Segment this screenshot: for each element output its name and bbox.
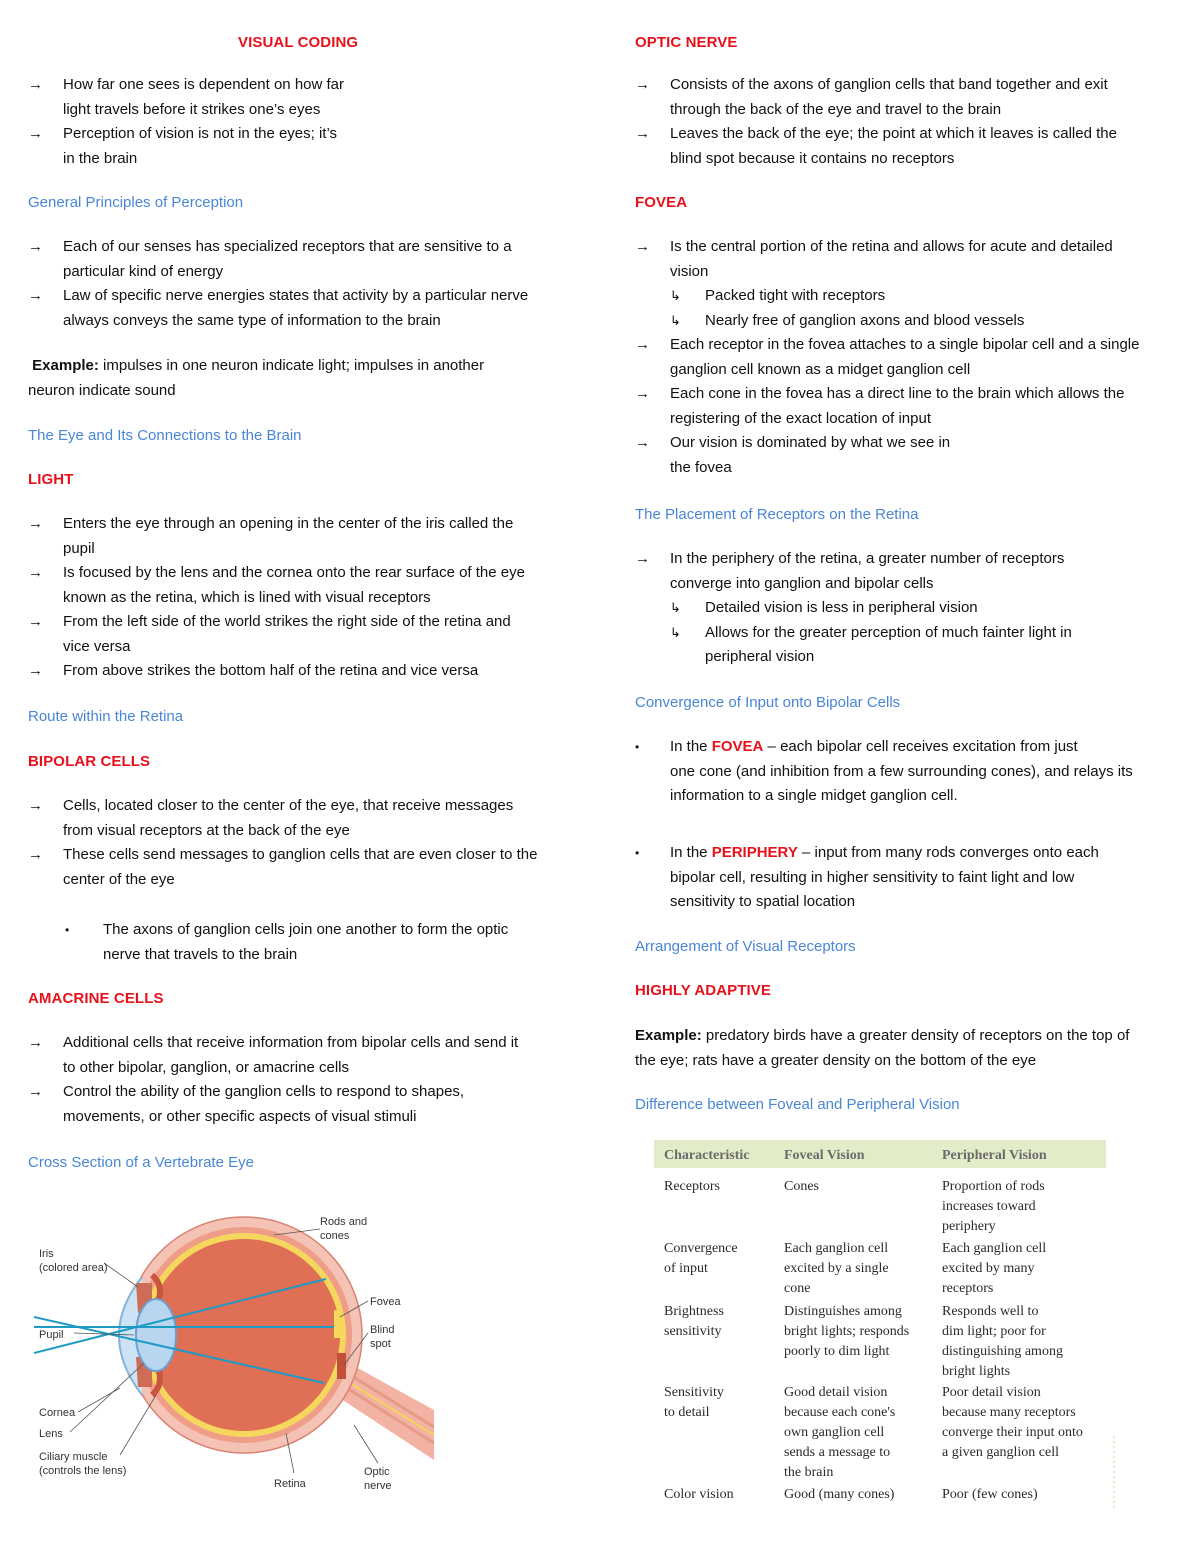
convergence-fovea	[635, 735, 1133, 809]
table-header	[664, 1148, 1047, 1163]
list-item: → Is focused by the lens and the cornea onto the rear surface of the eye known as the retina, which is lined with visual receptors	[28, 561, 525, 610]
label-ciliary-sub: (controls the lens)	[39, 1465, 127, 1477]
table-cell-line: Cones	[784, 1179, 819, 1194]
label-iris: Iris	[39, 1248, 54, 1260]
label-rods: Rods and	[320, 1216, 368, 1228]
eye-cross-section-diagram	[34, 1205, 434, 1505]
table-cell-line: Sensitivity	[664, 1385, 724, 1400]
list-item: → Consists of the axons of ganglion cells that band together and exit through the back of the eye and travel to the brain	[635, 73, 1117, 122]
list-item: → Law of specific nerve energies states that activity by a particular nerve always conveys the same type of information to the brain	[28, 284, 528, 333]
arrow-icon: →	[28, 1083, 43, 1100]
label-fovea: Fovea	[370, 1296, 401, 1308]
arrow-icon: →	[28, 515, 43, 532]
fovea-pit	[334, 1310, 342, 1338]
sub-arrow-icon: ↳	[670, 288, 681, 303]
arrow-icon: →	[635, 336, 650, 353]
list-item: → How far one sees is dependent on how far light travels before it strikes one’s eyes	[28, 73, 344, 122]
table-cell-line: excited by a single	[784, 1261, 889, 1276]
label-iris-sub: (colored area)	[39, 1262, 108, 1274]
table-cell-line: Distinguishes among	[784, 1304, 902, 1319]
table-cell-line: cone	[784, 1281, 811, 1296]
table-row	[664, 1487, 1038, 1502]
fovea-title: FOVEA	[635, 194, 688, 211]
list-item: → These cells send messages to ganglion cells that are even closer to the center of the eye	[28, 843, 537, 892]
difference-heading: Difference between Foveal and Peripheral Vision	[635, 1096, 960, 1113]
table-cell-line: Poor detail vision	[942, 1385, 1041, 1400]
table-cell-line: converge their input onto	[942, 1425, 1083, 1440]
table-cell-line: because many receptors	[942, 1405, 1076, 1420]
list-item: • The axons of ganglion cells join one another to form the optic nerve that travels to the brain	[28, 918, 508, 967]
table-cell-line: distinguishing among	[942, 1344, 1063, 1359]
table-cell-line: Proportion of rods	[942, 1179, 1045, 1194]
table-cell-line: Responds well to	[942, 1304, 1039, 1319]
sub-arrow-icon: ↳	[670, 312, 681, 328]
list-item: → Each receptor in the fovea attaches to a single bipolar cell and a single ganglion cell known as a midget ganglion cell	[635, 333, 1139, 382]
list-item: → Each of our senses has specialized receptors that are sensitive to a particular kind of energy	[28, 235, 528, 284]
table-row	[664, 1304, 1063, 1379]
table-cell-line: dim light; poor for	[942, 1324, 1046, 1339]
table-row	[664, 1385, 1083, 1480]
label-pupil: Pupil	[39, 1329, 64, 1341]
table-cell-line: sensitivity	[664, 1324, 722, 1339]
table-cell-line: a given ganglion cell	[942, 1445, 1060, 1460]
arrow-icon: →	[635, 238, 650, 255]
table-cell-line: periphery	[942, 1219, 996, 1234]
table-cell-line: to detail	[664, 1405, 710, 1420]
general-list	[28, 235, 528, 333]
table-row	[664, 1241, 1046, 1296]
list-item: • In the FOVEA – each bipolar cell receives excitation from just one cone (and inhibition from a few surrounding cones), and relays its information to a single midget ganglion cell.	[635, 735, 1133, 809]
table-cell-line: bright lights	[942, 1364, 1011, 1379]
table-cell-line: sends a message to	[784, 1445, 891, 1460]
table-cell-line: of input	[664, 1261, 708, 1276]
list-item: → From the left side of the world strikes the right side of the retina and vice versa	[28, 610, 525, 659]
table-cell-line: excited by many	[942, 1261, 1035, 1276]
route-heading: Route within the Retina	[28, 708, 184, 725]
visual-coding-title: VISUAL CODING	[238, 34, 359, 51]
table-cell-line: receptors	[942, 1281, 994, 1296]
placement-list	[635, 547, 1072, 670]
placement-heading: The Placement of Receptors on the Retina	[635, 506, 919, 523]
arrow-icon: →	[28, 1034, 43, 1051]
list-item: → Enters the eye through an opening in the center of the iris called the pupil	[28, 512, 525, 561]
optic-list	[635, 73, 1117, 171]
list-item: → In the periphery of the retina, a greater number of receptors converge into ganglion and bipolar cells	[635, 547, 1072, 596]
sub-list-item: ↳ Detailed vision is less in peripheral vision	[635, 596, 1072, 621]
list-item: → Our vision is dominated by what we see in the fovea	[635, 431, 1139, 480]
label-rods-sub: cones	[320, 1230, 350, 1242]
sub-list-item: ↳ Packed tight with receptors	[635, 284, 1139, 309]
arrow-icon: →	[28, 125, 43, 142]
label-blind: Blind	[370, 1324, 395, 1336]
example-paragraph: Example: impulses in one neuron indicate light; impulses in another neuron indicate sound	[28, 357, 485, 399]
table-body	[664, 1179, 1083, 1502]
bullet-dot-icon: •	[65, 923, 70, 937]
arrow-icon: →	[28, 238, 43, 255]
light-list	[28, 512, 525, 684]
table-cell-line: Each ganglion cell	[784, 1241, 889, 1256]
arrow-icon: →	[635, 550, 650, 567]
table-cell-line: Receptors	[664, 1179, 720, 1194]
table-cell-line: the brain	[784, 1465, 834, 1480]
arrow-icon: →	[28, 662, 43, 679]
arrow-icon: →	[28, 564, 43, 581]
table-cell-line: bright lights; responds	[784, 1324, 910, 1339]
table-cell-line: poorly to dim light	[784, 1344, 890, 1359]
list-item: → Perception of vision is not in the eyes; it’s in the brain	[28, 122, 344, 171]
convergence-periphery	[635, 841, 1099, 915]
general-principles-heading: General Principles of Perception	[28, 194, 244, 211]
arrow-icon: →	[28, 76, 43, 93]
label-retina: Retina	[274, 1478, 306, 1490]
header-foveal: Foveal Vision	[784, 1148, 865, 1163]
table-cell-line: Brightness	[664, 1304, 724, 1319]
table-cell-line: Convergence	[664, 1241, 738, 1256]
light-title: LIGHT	[28, 471, 74, 488]
arrow-icon: →	[28, 613, 43, 630]
eye-connections-heading: The Eye and Its Connections to the Brain	[28, 427, 302, 444]
arrow-icon: →	[635, 125, 650, 142]
convergence-heading: Convergence of Input onto Bipolar Cells	[635, 694, 901, 711]
label-blind-sub: spot	[370, 1338, 391, 1350]
header-peripheral: Peripheral Vision	[942, 1148, 1047, 1163]
bipolar-dot-list	[28, 918, 508, 967]
arrow-icon: →	[635, 385, 650, 402]
amacrine-title: AMACRINE CELLS	[28, 990, 164, 1007]
arrow-icon: →	[28, 287, 43, 304]
fovea-list	[635, 235, 1139, 480]
sub-list-item: ↳ Allows for the greater perception of much fainter light in peripheral vision	[635, 621, 1072, 670]
blind-spot-shape	[337, 1353, 346, 1379]
table-cell-line: Poor (few cones)	[942, 1487, 1038, 1502]
label-cornea: Cornea	[39, 1407, 76, 1419]
sub-list-item: ↳ Nearly free of ganglion axons and blood vessels	[635, 309, 1139, 334]
optic-nerve-title: OPTIC NERVE	[635, 34, 738, 51]
intro-list	[28, 73, 344, 171]
sub-arrow-icon: ↳	[670, 624, 681, 640]
cross-section-heading: Cross Section of a Vertebrate Eye	[28, 1154, 254, 1171]
label-optic: Optic	[364, 1466, 390, 1478]
table-cell-line: because each cone's	[784, 1405, 896, 1420]
highly-adaptive-title: HIGHLY ADAPTIVE	[635, 982, 771, 999]
table-cell-line: Color vision	[664, 1487, 734, 1502]
bullet-dot-icon: •	[635, 846, 640, 860]
arrow-icon: →	[635, 434, 650, 451]
list-item: → Cells, located closer to the center of the eye, that receive messages from visual receptors at the back of the eye	[28, 794, 537, 843]
list-item: → Leaves the back of the eye; the point at which it leaves is called the blind spot because it contains no receptors	[635, 122, 1117, 171]
table-cell-line: own ganglion cell	[784, 1425, 885, 1440]
arrangement-heading: Arrangement of Visual Receptors	[635, 938, 856, 955]
arrow-icon: →	[635, 76, 650, 93]
list-item: • In the PERIPHERY – input from many rods converges onto each bipolar cell, resulting in higher sensitivity to faint light and low sensitivity to spatial location	[635, 841, 1099, 915]
table-cell-line: Each ganglion cell	[942, 1241, 1047, 1256]
bullet-dot-icon: •	[635, 740, 640, 754]
lens-shape	[136, 1299, 176, 1371]
label-optic-sub: nerve	[364, 1480, 392, 1492]
table-cell-line: Good detail vision	[784, 1385, 888, 1400]
bipolar-list	[28, 794, 537, 892]
list-item: → Each cone in the fovea has a direct line to the brain which allows the registering of the exact location of input	[635, 382, 1139, 431]
list-item: → Is the central portion of the retina and allows for acute and detailed vision	[635, 235, 1139, 284]
list-item: → Control the ability of the ganglion cells to respond to shapes, movements, or other specific aspects of visual stimuli	[28, 1080, 518, 1129]
bipolar-title: BIPOLAR CELLS	[28, 753, 151, 770]
example-paragraph-2: Example: predatory birds have a greater density of receptors on the top of the eye; rats have a greater density on the bottom of the eye	[635, 1027, 1130, 1069]
label-lens: Lens	[39, 1428, 63, 1440]
arrow-icon: →	[28, 846, 43, 863]
header-characteristic: Characteristic	[664, 1148, 750, 1163]
table-row	[664, 1179, 1045, 1234]
table-cell-line: increases toward	[942, 1199, 1036, 1214]
label-ciliary: Ciliary muscle	[39, 1451, 108, 1463]
arrow-icon: →	[28, 797, 43, 814]
table-cell-line: Good (many cones)	[784, 1487, 895, 1502]
list-item: → From above strikes the bottom half of the retina and vice versa	[28, 659, 525, 684]
list-item: → Additional cells that receive information from bipolar cells and send it to other bipolar, ganglion, or amacrine cells	[28, 1031, 518, 1080]
amacrine-list	[28, 1031, 518, 1129]
foveal-peripheral-table	[654, 1140, 1124, 1510]
sub-arrow-icon: ↳	[670, 600, 681, 615]
